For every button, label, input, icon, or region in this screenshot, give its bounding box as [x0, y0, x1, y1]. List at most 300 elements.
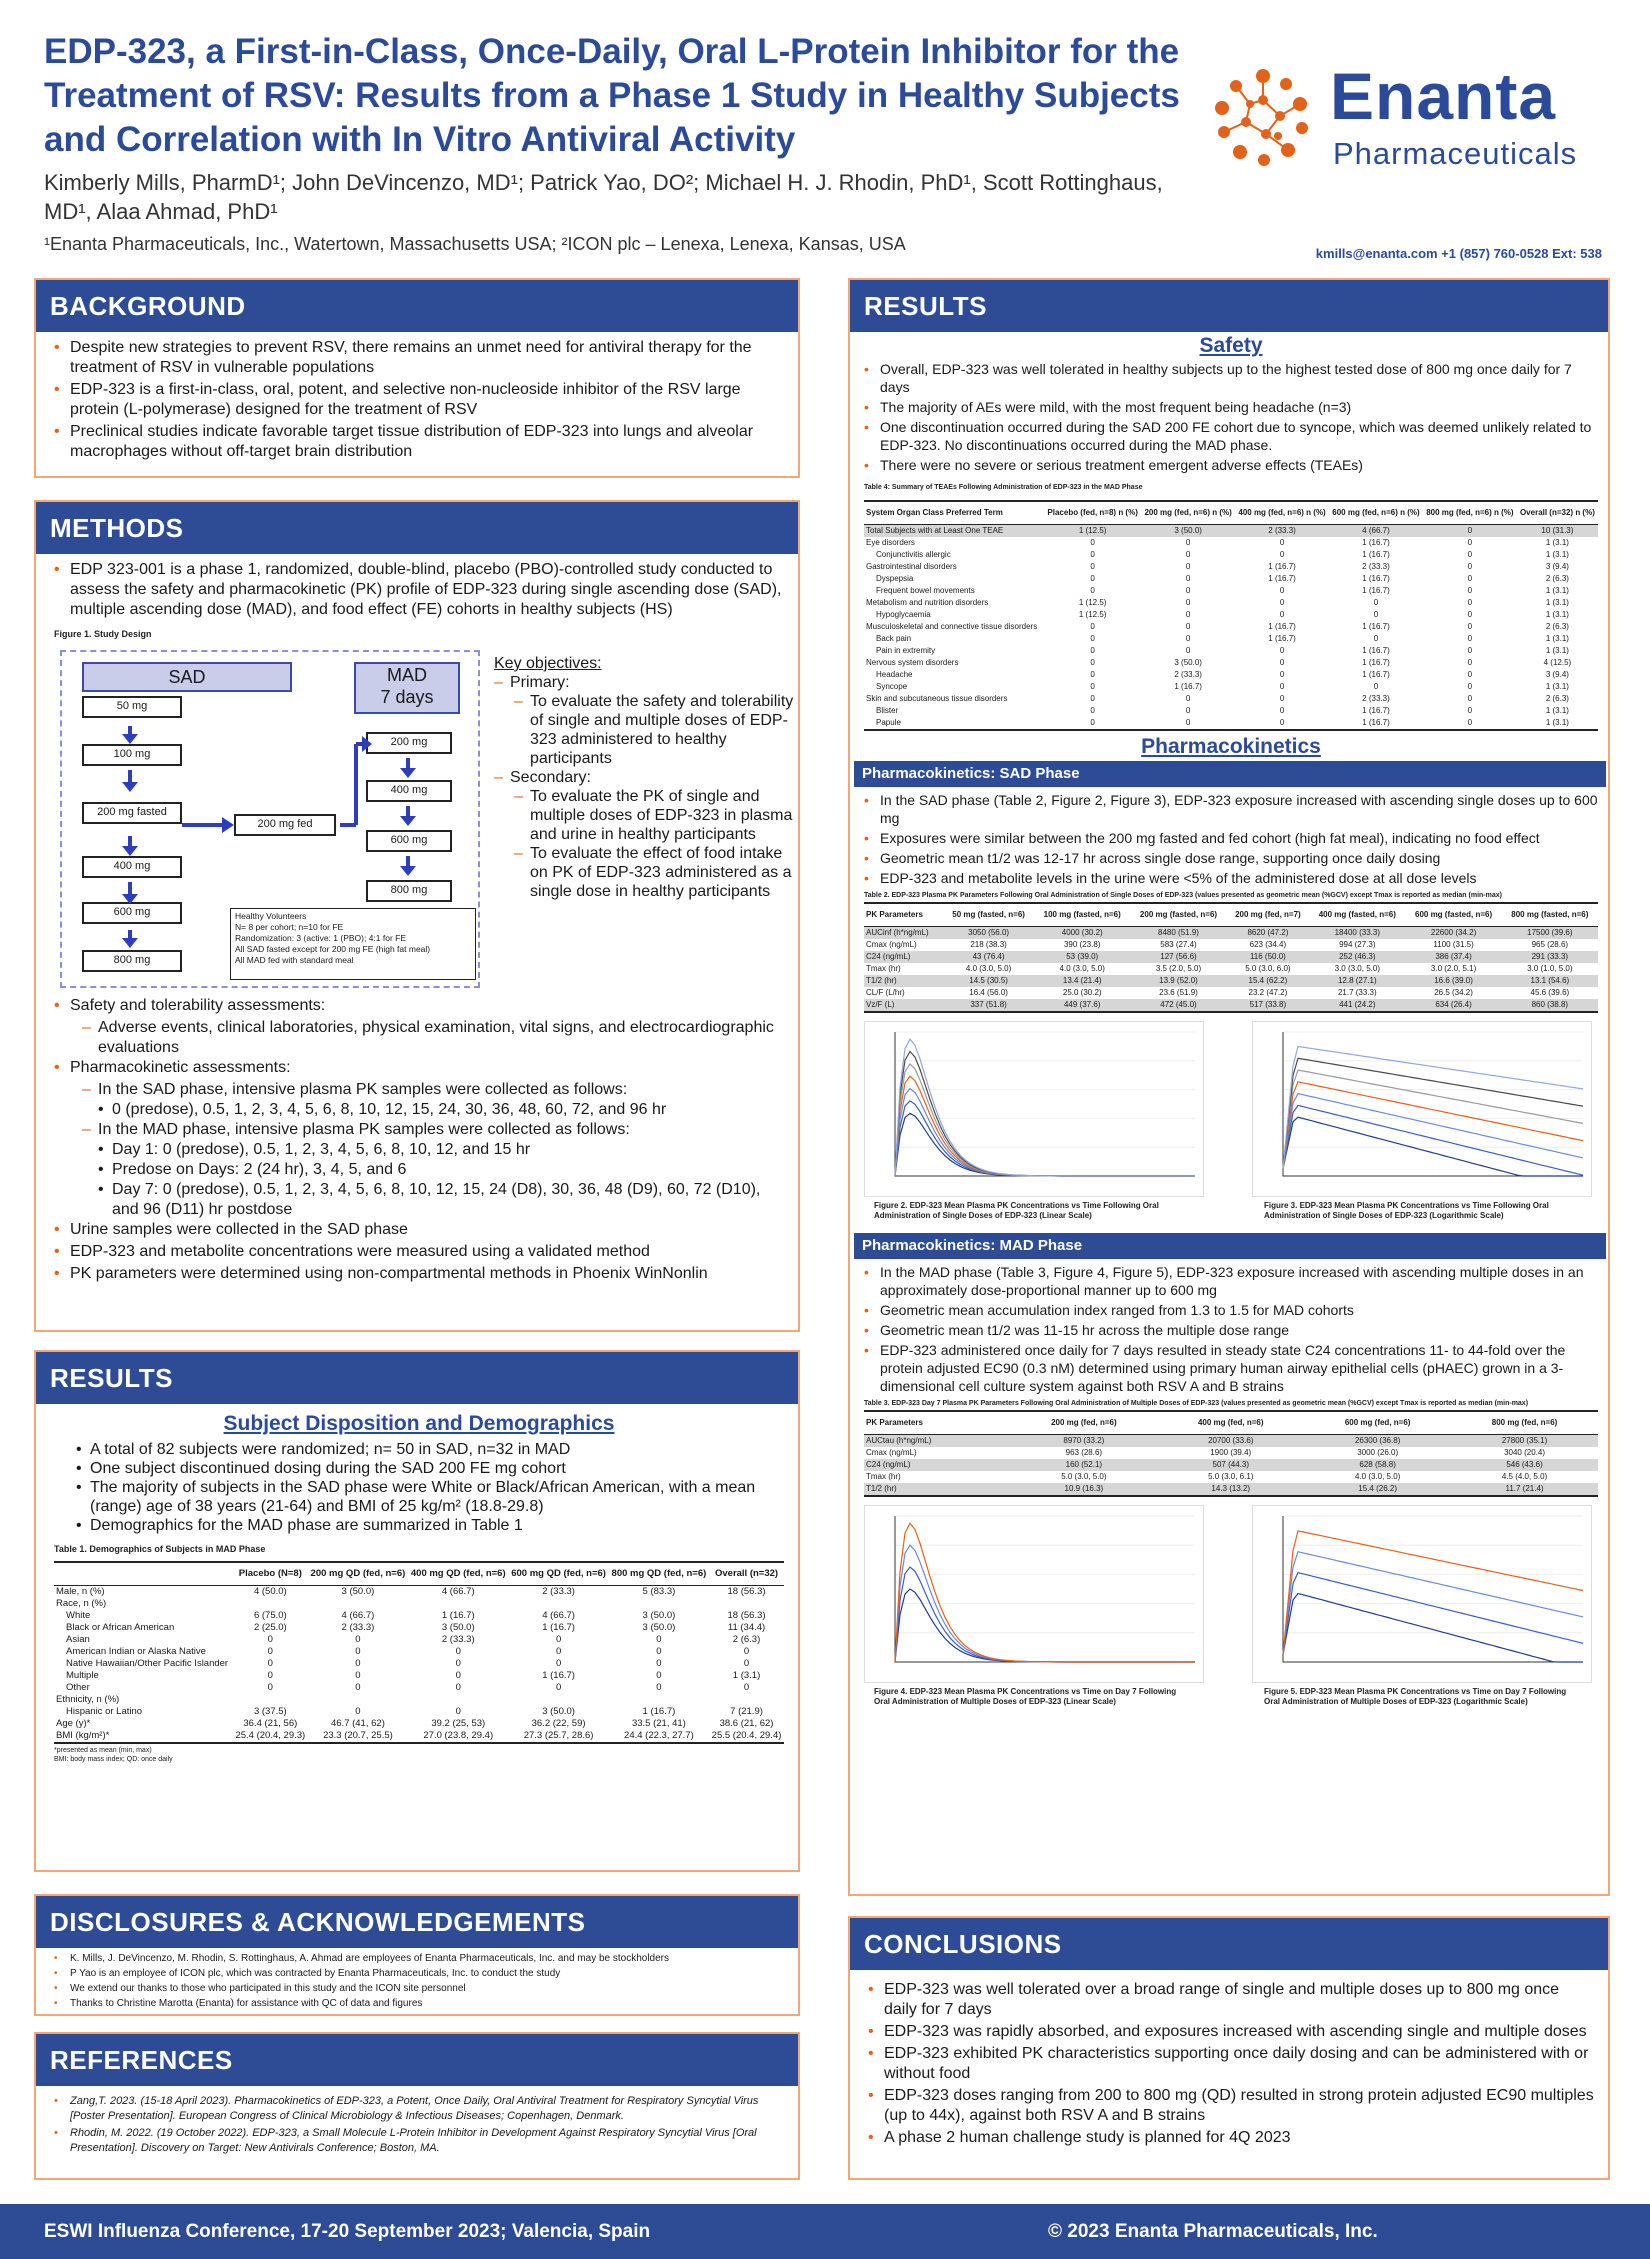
table-row [864, 1459, 1598, 1471]
safety-item: • Overall, EDP-323 was well tolerated in healthy subjects up to the highest tested dose of 800 mg once daily for 7 days [864, 360, 1598, 396]
pk-sad-bar: Pharmacokinetics: SAD Phase [854, 761, 1606, 787]
table-row [864, 549, 1598, 561]
sad-figures [864, 1021, 1598, 1229]
plot-series-line [1283, 1573, 1583, 1655]
table-cell: Cmax (ng/mL) [866, 1448, 917, 1457]
table-row [864, 693, 1598, 705]
table-cell: 4.0 (3.0, 5.0) [965, 964, 1012, 973]
table-cell: 8480 (51.9) [1130, 927, 1226, 940]
references-list [54, 2094, 784, 2156]
table-cell: 0 [267, 1634, 273, 1645]
table-row [864, 669, 1598, 681]
table-cell: 0 [1279, 658, 1285, 667]
table-row [864, 621, 1598, 633]
table-row [54, 1658, 784, 1670]
table-cell: 3 (9.4) [1545, 670, 1569, 679]
secondary-objective: – To evaluate the PK of single and multiple doses of EDP-323 in plasma and urine in healthy participants [514, 787, 794, 844]
table-cell: 0 [1090, 670, 1095, 679]
table-cell: 1 (16.7) [1362, 586, 1390, 595]
table-cell: 4 (66.7) [441, 1586, 475, 1597]
table-row [54, 1730, 784, 1743]
pk-subheading: Pharmacokinetics [1141, 735, 1321, 758]
table-row [864, 963, 1598, 975]
table-cell [508, 1694, 608, 1706]
sad-header: SAD [82, 662, 292, 692]
methods-item: • EDP-323 and metabolite concentrations were measured using a validated method [54, 1242, 784, 1262]
table-header-cell: 800 mg QD (fed, n=6) [609, 1562, 709, 1586]
primary-label: – Primary: [494, 673, 794, 692]
sad-dose-box: 50 mg [82, 696, 182, 718]
background-panel [34, 278, 800, 478]
key-objectives-title: Key objectives: [494, 655, 602, 672]
figure1-caption: Figure 1. Study Design [54, 629, 152, 639]
poster-title: EDP-323, a First-in-Class, Once-Daily, Oral L-Protein Inhibitor for the Treatment of RSV: Results from a Phase 1 Study in Healthy Subjects and Correlation with In Vitro Antiviral Activity [44, 32, 1180, 159]
table1-footnote: *presented as mean (min, max) BMI: body mass index; QD: once daily [54, 1747, 173, 1763]
table-cell: 43 (76.4) [943, 951, 1034, 963]
table-cell: 5.0 (3.0, 6.0) [1245, 964, 1291, 973]
table-cell: Ethnicity, n (%) [56, 1694, 120, 1705]
table-cell: 0 [1185, 706, 1191, 715]
table-cell: 18 (56.3) [727, 1610, 766, 1621]
table-cell: 1 (3.1) [1545, 646, 1569, 655]
mad-dose-box: 800 mg [366, 880, 452, 902]
table-cell: 0 [1467, 598, 1473, 607]
table-cell: 0 [1090, 574, 1095, 583]
table-cell: 14.3 (13.2) [1157, 1483, 1304, 1496]
table-cell [233, 1598, 308, 1610]
disclosure-item: • K. Mills, J. DeVincenzo, M. Rhodin, S. Rottinghaus, A. Ahmad are employees of Enanta Pharmaceuticals, Inc. and may be stockholders [54, 1952, 784, 1965]
table-cell: 965 (28.6) [1531, 940, 1569, 949]
table-row [54, 1634, 784, 1646]
safety-assessments-title: • Safety and tolerability assessments: [54, 996, 784, 1016]
figure4-linear-plot [864, 1505, 1204, 1683]
table-cell: C24 (ng/mL) [864, 951, 943, 963]
table-cell: 0 [1185, 574, 1191, 583]
table-cell: 1 (3.1) [1545, 550, 1569, 559]
table-cell: 36.4 (21, 56) [243, 1718, 298, 1729]
conclusions-panel [848, 1916, 1610, 2180]
conclusion-item: • EDP-323 was rapidly absorbed, and exposures increased with ascending single and multiple doses [868, 2022, 1594, 2042]
table-row [54, 1718, 784, 1730]
table-cell: 5.0 (3.0, 6.1) [1208, 1472, 1254, 1481]
table-cell: White [66, 1610, 91, 1621]
table-cell: 1 (3.1) [1545, 634, 1569, 643]
conclusions-heading: CONCLUSIONS [850, 1918, 1608, 1970]
conclusion-item: • EDP-323 was well tolerated over a broad range of single and multiple doses up to 800 mg once daily for 7 days [868, 1980, 1594, 2020]
table-cell: 1 (3.1) [1517, 717, 1598, 730]
table-cell: 1 (3.1) [1545, 682, 1569, 691]
plot-axes [895, 1516, 1195, 1662]
table-cell: 1 (12.5) [1078, 598, 1107, 607]
table-cell: 13.9 (52.0) [1130, 975, 1226, 987]
table-cell: 0 [1090, 646, 1095, 655]
table-row [864, 1435, 1598, 1448]
plot-series-line [1283, 1117, 1583, 1176]
table-cell: 2 (6.3) [1545, 694, 1569, 703]
table-cell: 0 [1467, 550, 1473, 559]
pk-sad-item: • In the SAD phase (Table 2, Figure 2, Figure 3), EDP-323 exposure increased with ascending single doses up to 600 mg [864, 791, 1598, 827]
figure2-linear-plot [864, 1021, 1204, 1197]
table-row [864, 585, 1598, 597]
table-cell [709, 1694, 784, 1706]
table-header-cell: Placebo (N=8) [233, 1562, 308, 1586]
table-row [864, 927, 1598, 940]
primary-objectives [514, 692, 794, 768]
table-cell: 20700 (33.6) [1157, 1435, 1304, 1448]
references-heading: REFERENCES [36, 2034, 798, 2086]
table-cell: 0 [1279, 538, 1285, 547]
enanta-logo [1208, 58, 1618, 188]
table-cell: 0 [1185, 634, 1191, 643]
table-cell: 23.2 (47.2) [1248, 988, 1288, 997]
mad-dose-box: 200 mg [366, 732, 452, 754]
table-header-cell: 400 mg (fasted, n=6) [1309, 903, 1405, 927]
table-cell: 1 (3.1) [1545, 586, 1569, 595]
plot-series-line [895, 1052, 1195, 1177]
plot-series-line [895, 1039, 1195, 1176]
table-header-cell: 400 mg QD (fed, n=6) [408, 1562, 508, 1586]
disclosure-item: • P Yao is an employee of ICON plc, which was contracted by Enanta Pharmaceuticals, Inc. to conduct the study [54, 1967, 784, 1980]
table-cell: 1 (16.7) [1362, 670, 1390, 679]
safety-assessments-item: – Adverse events, clinical laboratories, physical examination, vital signs, and electrocardiographic evaluations [82, 1018, 784, 1058]
table-header-cell: 100 mg (fasted, n=6) [1034, 903, 1130, 927]
safety-item: • The majority of AEs were mild, with the most frequent being headache (n=3) [864, 398, 1598, 416]
conclusion-item: • EDP-323 doses ranging from 200 to 800 mg (QD) resulted in strong protein adjusted EC90 multiples (up to 44x), against both RSV A and B strains [868, 2086, 1594, 2126]
table-cell: 33.5 (21, 41) [631, 1718, 686, 1729]
table-cell: 5 (83.3) [642, 1586, 676, 1597]
table-cell: Papule [864, 717, 1044, 730]
table-cell: Conjunctivitis allergic [876, 550, 951, 559]
table-cell: 3.0 (2.0, 5.1) [1430, 964, 1477, 973]
table-cell: Total Subjects with at Least One TEAE [864, 525, 1044, 538]
table-cell: 0 [1279, 682, 1285, 691]
table-row [54, 1610, 784, 1622]
table-row [864, 633, 1598, 645]
table-cell: 27.0 (23.8, 29.4) [408, 1730, 508, 1743]
table-cell: 1 (12.5) [1044, 525, 1141, 538]
table-cell: AUCinf (h*ng/mL) [864, 927, 943, 940]
footer-copyright: © 2023 Enanta Pharmaceuticals, Inc. [1048, 2221, 1378, 2242]
table-cell: Back pain [876, 634, 912, 643]
table-cell: 0 [1090, 706, 1095, 715]
background-item: • Preclinical studies indicate favorable target tissue distribution of EDP-323 into lungs and alveolar macrophages without off-target brain distribution [54, 422, 784, 462]
table-row [864, 1471, 1598, 1483]
table-cell: Headache [876, 670, 913, 679]
table-cell: 0 [267, 1646, 273, 1657]
table-header-cell: System Organ Class Preferred Term [864, 501, 1044, 525]
table-cell: 0 [1467, 538, 1473, 547]
table-header-cell: Overall (n=32) [709, 1562, 784, 1586]
table-cell: 0 [1467, 574, 1473, 583]
table-cell: 10.9 (16.3) [1010, 1483, 1157, 1496]
table-cell [609, 1598, 709, 1610]
table-cell: American Indian or Alaska Native [66, 1646, 206, 1657]
table-cell: 3 (50.0) [341, 1586, 375, 1597]
background-heading: BACKGROUND [36, 280, 798, 332]
table-cell: 15.4 (62.2) [1227, 975, 1310, 987]
mad-dose-box: 400 mg [366, 780, 452, 802]
table-cell: Syncope [876, 682, 908, 691]
table-cell: 3 (50.0) [441, 1622, 475, 1633]
table-cell: 0 [355, 1670, 361, 1681]
table-cell: 1 (3.1) [1545, 598, 1569, 607]
demographics-list [54, 1440, 784, 1535]
table-cell: 0 [555, 1646, 562, 1657]
table-cell: 0 [1467, 622, 1473, 631]
table-cell: 3 (9.4) [1545, 562, 1569, 571]
table-cell: 2 (6.3) [1545, 574, 1569, 583]
table-row [864, 999, 1598, 1012]
table-cell: Eye disorders [866, 538, 915, 547]
table-cell: Multiple [66, 1670, 99, 1681]
reference-item: • Rhodin, M. 2022. (19 October 2022). EDP-323, a Small Molecule L-Protein Inhibitor in Development Against Respiratory Syncytial Virus [Oral Presentation]. Discovery on Target: New Antivirals Conference; Boston, MA. [54, 2126, 784, 2156]
background-item: • Despite new strategies to prevent RSV, there remains an unmet need for antiviral therapy for the treatment of RSV in vulnerable populations [54, 338, 784, 378]
table-cell: 13.4 (21.4) [1034, 975, 1130, 987]
figure4-caption: Figure 4. EDP-323 Mean Plasma PK Concentrations vs Time on Day 7 Following Oral Administration of Multiple Doses of EDP-323 (Linear Scale) [874, 1687, 1177, 1706]
figure5-log-plot [1252, 1505, 1592, 1683]
table-cell: 0 [1185, 646, 1191, 655]
table-cell [308, 1694, 408, 1706]
table-cell: Black or African American [66, 1622, 175, 1633]
table-header-cell: 50 mg (fasted, n=6) [943, 903, 1034, 927]
table3-caption: Table 3. EDP-323 Day 7 Plasma PK Parameters Following Oral Administration of Multiple Doses of EDP-323 (values presented as geometric mean (%GCV) except Tmax is reported as median (min-max) [864, 1400, 1529, 1407]
table-header-cell: 600 mg (fed, n=6) [1304, 1411, 1451, 1435]
table-cell: 1 (16.7) [1362, 574, 1390, 583]
table-cell: 0 [1467, 586, 1473, 595]
fed-dose-box: 200 mg fed [234, 814, 336, 836]
table-row [54, 1646, 784, 1658]
secondary-label: – Secondary: [494, 768, 794, 787]
table-cell: T1/2 (hr) [864, 1483, 1010, 1496]
table-cell: 2 (33.3) [341, 1622, 375, 1633]
sad-dose-box: 200 mg fasted [82, 802, 182, 824]
table-cell: 1 (16.7) [1268, 622, 1296, 631]
safety-item: • There were no severe or serious treatment emergent adverse effects (TEAEs) [864, 456, 1598, 474]
table-cell: 1 (3.1) [1545, 538, 1569, 547]
table-cell: 583 (27.4) [1160, 940, 1197, 949]
pk-sad-item: • Geometric mean t1/2 was 12-17 hr across single dose range, supporting once daily dosing [864, 849, 1598, 867]
pk-assessments-title: • Pharmacokinetic assessments: [54, 1058, 784, 1078]
background-item: • EDP-323 is a first-in-class, oral, potent, and selective non-nucleoside inhibitor of the RSV large protein (L-polymerase) designed for the treatment of RSV [54, 380, 784, 420]
demographics-item: • Demographics for the MAD phase are summarized in Table 1 [76, 1516, 784, 1535]
table-cell: 1 (16.7) [1174, 682, 1202, 691]
results-left-panel [34, 1350, 800, 1872]
table-cell [308, 1598, 408, 1610]
demographics-item: • A total of 82 subjects were randomized; n= 50 in SAD, n=32 in MAD [76, 1440, 784, 1459]
safety-subheading: Safety [1199, 334, 1263, 357]
table-row [864, 951, 1598, 963]
table-cell: 0 [656, 1646, 662, 1657]
pk-mad-time: • Day 1: 0 (predose), 0.5, 1, 2, 3, 4, 5, 6, 8, 10, 12, and 15 hr [98, 1140, 784, 1160]
affiliations: ¹Enanta Pharmaceuticals, Inc., Watertown, Massachusetts USA; ²ICON plc – Lenexa, Lenexa, Kansas, USA [44, 234, 906, 254]
table-cell: 0 [1090, 658, 1095, 667]
table-cell: 11.7 (21.4) [1451, 1483, 1598, 1496]
table-cell: 8620 (47.2) [1227, 927, 1310, 940]
figure2-caption: Figure 2. EDP-323 Mean Plasma PK Concentrations vs Time Following Oral Administration of Single Doses of EDP-323 (Linear Scale) [874, 1201, 1159, 1220]
table-cell: 4 (66.7) [341, 1610, 375, 1621]
table-cell: 39.2 (25, 53) [431, 1718, 486, 1729]
table-cell: 3 (50.0) [1174, 658, 1202, 667]
table-cell: 1 (16.7) [1362, 646, 1390, 655]
table-cell: 0 [555, 1682, 562, 1693]
table-cell: 3 (50.0) [1141, 525, 1235, 538]
table-cell [408, 1694, 508, 1706]
table-row [864, 717, 1598, 730]
table-cell: 1 (16.7) [1362, 658, 1390, 667]
molecule-logo-icon [1208, 64, 1318, 174]
table-cell: 0 [1185, 622, 1191, 631]
table-cell: 1 (3.1) [1545, 706, 1569, 715]
table-cell: 16.4 (56.0) [969, 988, 1008, 997]
table-cell: 1 (16.7) [1268, 574, 1296, 583]
table-cell: 2 (33.3) [1362, 562, 1390, 571]
table-cell: 14.5 (30.5) [943, 975, 1034, 987]
table-row [864, 705, 1598, 717]
table-cell: CL/F (L/hr) [866, 988, 905, 997]
table-cell: Tmax (hr) [866, 964, 901, 973]
table-cell: 0 [1090, 694, 1095, 703]
table-row [864, 609, 1598, 621]
table-cell: 0 [1090, 682, 1095, 691]
table-cell: 860 (38.8) [1502, 999, 1598, 1012]
table-cell: 0 [1467, 610, 1473, 619]
table-cell: 36.2 (22, 59) [531, 1718, 586, 1729]
table-cell: 0 [355, 1634, 361, 1645]
table-header-cell: Placebo (fed, n=8) n (%) [1044, 501, 1141, 525]
conclusion-item: • A phase 2 human challenge study is planned for 4Q 2023 [868, 2128, 1594, 2148]
table-cell: 0 [1279, 550, 1285, 559]
table-row [864, 1483, 1598, 1496]
conclusions-list [868, 1980, 1594, 2148]
table-cell: 27.3 (25.7, 28.6) [508, 1730, 608, 1743]
mad-pk-table [864, 1410, 1598, 1497]
table-cell: 0 [1467, 562, 1473, 571]
table-cell: 0 [1467, 658, 1473, 667]
table-cell: 26300 (36.8) [1304, 1435, 1451, 1448]
key-objectives [494, 654, 794, 901]
table-cell: Vz/F (L) [864, 999, 943, 1012]
table-cell: 2 (33.3) [441, 1634, 475, 1645]
disclosure-item: • We extend our thanks to those who participated in this study and the ICON site personnel [54, 1982, 784, 1995]
table-cell: 4 (66.7) [1329, 525, 1423, 538]
table-cell: 0 [455, 1646, 461, 1657]
table-cell: 4.5 (4.0, 5.0) [1501, 1472, 1548, 1481]
table-cell: AUCtau (h*ng/mL) [864, 1435, 1010, 1448]
table-cell: 386 (37.4) [1405, 951, 1501, 963]
table-row [54, 1670, 784, 1682]
table-cell: 1 (16.7) [642, 1706, 676, 1717]
pk-mad-time: • Predose on Days: 2 (24 hr), 3, 4, 5, and 6 [98, 1160, 784, 1180]
table-cell: 0 [743, 1646, 750, 1657]
table-cell: 517 (33.8) [1227, 999, 1310, 1012]
table-cell: Gastrointestinal disorders [866, 562, 957, 571]
mad-header: MAD 7 days [354, 662, 460, 714]
table-cell: 2 (6.3) [732, 1634, 761, 1645]
table-cell: 4.0 (3.0, 5.0) [1354, 1472, 1401, 1481]
table-cell: Metabolism and nutrition disorders [866, 598, 989, 607]
table-cell: 1 (16.7) [1362, 550, 1390, 559]
table-cell: 337 (51.8) [943, 999, 1034, 1012]
table-row [864, 657, 1598, 669]
table-cell: 0 [1279, 694, 1285, 703]
table-cell: 218 (38.3) [970, 940, 1007, 949]
table-cell: 441 (24.2) [1309, 999, 1405, 1012]
table-cell: 0 [656, 1670, 662, 1681]
sad-pk-table [864, 902, 1598, 1013]
table-cell: 5.0 (3.0, 5.0) [1061, 1472, 1107, 1481]
table-cell: Cmax (ng/mL) [866, 940, 917, 949]
table-cell: 0 [1423, 717, 1517, 730]
table-row [864, 987, 1598, 999]
table-cell: 0 [355, 1646, 361, 1657]
table-cell: 3040 (20.4) [1504, 1448, 1545, 1457]
table-cell: 18400 (33.3) [1309, 927, 1405, 940]
table-cell: 0 [1044, 717, 1141, 730]
table-cell: 1 (16.7) [1362, 706, 1390, 715]
pk-sad-times: • 0 (predose), 0.5, 1, 2, 3, 4, 5, 6, 8, 10, 12, 15, 24, 30, 36, 48, 60, 72, and 96 hr [98, 1100, 784, 1120]
table-cell: 3000 (26.0) [1357, 1448, 1399, 1457]
table-cell: 390 (23.8) [1063, 940, 1101, 949]
table-cell: 0 [656, 1658, 662, 1669]
pk-sad-item: • Exposures were similar between the 200 mg fasted and fed cohort (high fat meal), indicating no food effect [864, 829, 1598, 847]
plot-series-line [895, 1089, 1195, 1176]
table-cell: 252 (46.3) [1309, 951, 1405, 963]
table-cell: 24.4 (22.3, 27.7) [609, 1730, 709, 1743]
results-right-panel [848, 278, 1610, 1896]
table1-caption: Table 1. Demographics of Subjects in MAD Phase [54, 1544, 266, 1554]
table-row [864, 645, 1598, 657]
figure5-caption: Figure 5. EDP-323 Mean Plasma PK Concentrations vs Time on Day 7 Following Oral Administration of Multiple Doses of EDP-323 (Logarithmic Scale) [1264, 1687, 1567, 1706]
table-cell: BMI (kg/m²)* [54, 1730, 233, 1743]
pk-mad-list [864, 1263, 1598, 1395]
plot-series-line [895, 1101, 1195, 1176]
methods-heading: METHODS [36, 502, 798, 554]
table-cell: 0 [455, 1670, 461, 1681]
plot-axes [1283, 1516, 1583, 1662]
table-cell: 10 (31.3) [1517, 525, 1598, 538]
table-row [864, 975, 1598, 987]
pk-mad-bar: Pharmacokinetics: MAD Phase [854, 1233, 1606, 1259]
disclosures-heading: DISCLOSURES & ACKNOWLEDGEMENTS [36, 1896, 798, 1948]
table-cell: 0 [267, 1658, 273, 1669]
teae-table [864, 500, 1598, 731]
table-cell: 628 (58.8) [1304, 1459, 1451, 1471]
sad-dose-box: 600 mg [82, 902, 182, 924]
cohort-legend: Healthy Volunteers N= 8 per cohort; n=10 for FE Randomization: 3 (active: 1 (PBO); 4:1 for FE All SAD fasted except for 200 mg FE (high fat meal) All MAD fed with standard meal [230, 908, 476, 980]
table-cell: 2 (33.3) [1174, 670, 1202, 679]
sad-dose-box: 100 mg [82, 744, 182, 766]
table-cell: 17500 (39.6) [1502, 927, 1598, 940]
table-cell: 46.7 (41, 62) [330, 1718, 385, 1729]
table-cell: 0 [1090, 586, 1095, 595]
table-cell: 0 [1373, 634, 1379, 643]
table-cell: 0 [355, 1682, 361, 1693]
references-panel [34, 2032, 800, 2180]
table-cell: Blister [876, 706, 899, 715]
table-cell: 16.6 (39.0) [1405, 975, 1501, 987]
table-row [864, 597, 1598, 609]
background-list [54, 338, 784, 462]
table-row [54, 1598, 784, 1610]
table-cell: Frequent bowel movements [876, 586, 975, 595]
table-cell: Dyspepsia [876, 574, 914, 583]
table-header-cell: PK Parameters [864, 1411, 1010, 1435]
plot-axes [895, 1032, 1195, 1176]
table-cell: 2 (25.0) [253, 1622, 287, 1633]
demographics-table [54, 1561, 784, 1744]
table-cell: 0 [1279, 706, 1285, 715]
footer-bar [0, 2204, 1650, 2259]
